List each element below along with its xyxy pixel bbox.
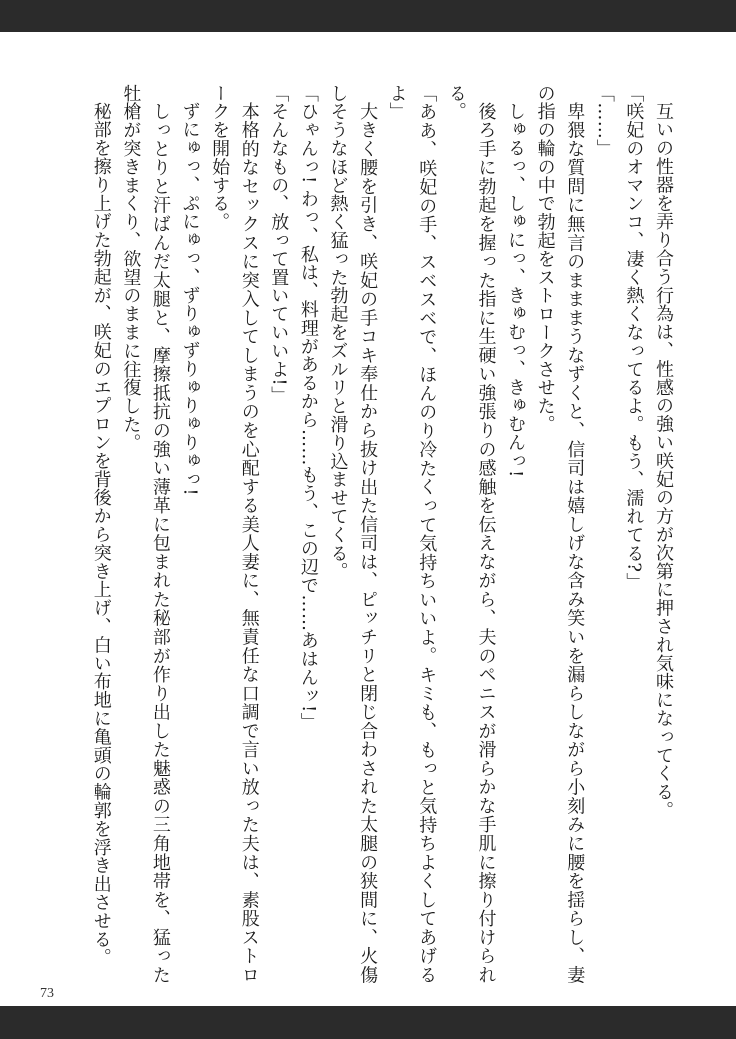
paragraph: 後ろ手に勃起を握った指に生硬い強張りの感触を伝えながら、夫のペニスが滑らかな手肌に擦り付けられる。 xyxy=(445,84,497,984)
paragraph: 「……」 xyxy=(593,84,615,158)
vertical-text-body xyxy=(50,84,678,984)
paragraph: ずにゅっ、ぷにゅっ、ずりゅずりゅりゅりゅっ! xyxy=(179,102,201,497)
paragraph: 「咲妃のオマンコ、凄く熱くなってるよ。もう、濡れてる?」 xyxy=(623,84,645,591)
paragraph: 「ああ、咲妃の手、スベスベで、ほんのり冷たくって気持ちいいよ。キミも、もっと気持ちよくしてあげるよ」 xyxy=(386,84,438,984)
page-number: 73 xyxy=(40,986,54,1001)
top-black-bar xyxy=(0,0,736,32)
paragraph: 卑猥な質問に無言のまままうなずくと、信司は嬉しげな含み笑いを漏らしながら小刻みに腰を揺らし、妻の指の輪の中で勃起をストロークさせた。 xyxy=(534,84,586,984)
paragraph: 「ひゃんっ! わっ、私は、料理があるから……もう、この辺で……あはんッ!」 xyxy=(297,84,319,731)
paragraph: 「そんなもの、放って置いていいよ!」 xyxy=(268,84,290,405)
bottom-black-bar xyxy=(0,1006,736,1039)
paragraph: 秘部を擦り上げた勃起が、咲妃のエプロンを背後から突き上げ、白い布地に亀頭の輪郭を浮き出させる。 xyxy=(90,102,112,967)
paragraph: しゅるっ、しゅにっ、きゅむっ、きゅむんっ! xyxy=(505,102,527,478)
paragraph: しっとりと汗ばんだ太腿と、摩擦抵抗の強い薄革に包まれた秘部が作り出した魅惑の三角地帯を、猛った牡槍が突きまくり、欲望のままに往復した。 xyxy=(120,84,171,984)
paragraph: 互いの性器を弄り合う行為は、性感の強い咲妃の方が次第に押され気味になってくる。 xyxy=(653,102,674,820)
paragraph: 大きく腰を引き、咲妃の手コキ奉仕から抜け出た信司は、ピッチリと閉じ合わされた太腿の狭間に、火傷しそうなほど熱く猛った勃起をズルリと滑り込ませてくる。 xyxy=(327,84,379,984)
paragraph: 本格的なセックスに突入してしまうのを心配する美人妻に、無責任な口調で言い放った夫は、素股ストロークを開始する。 xyxy=(209,84,260,984)
